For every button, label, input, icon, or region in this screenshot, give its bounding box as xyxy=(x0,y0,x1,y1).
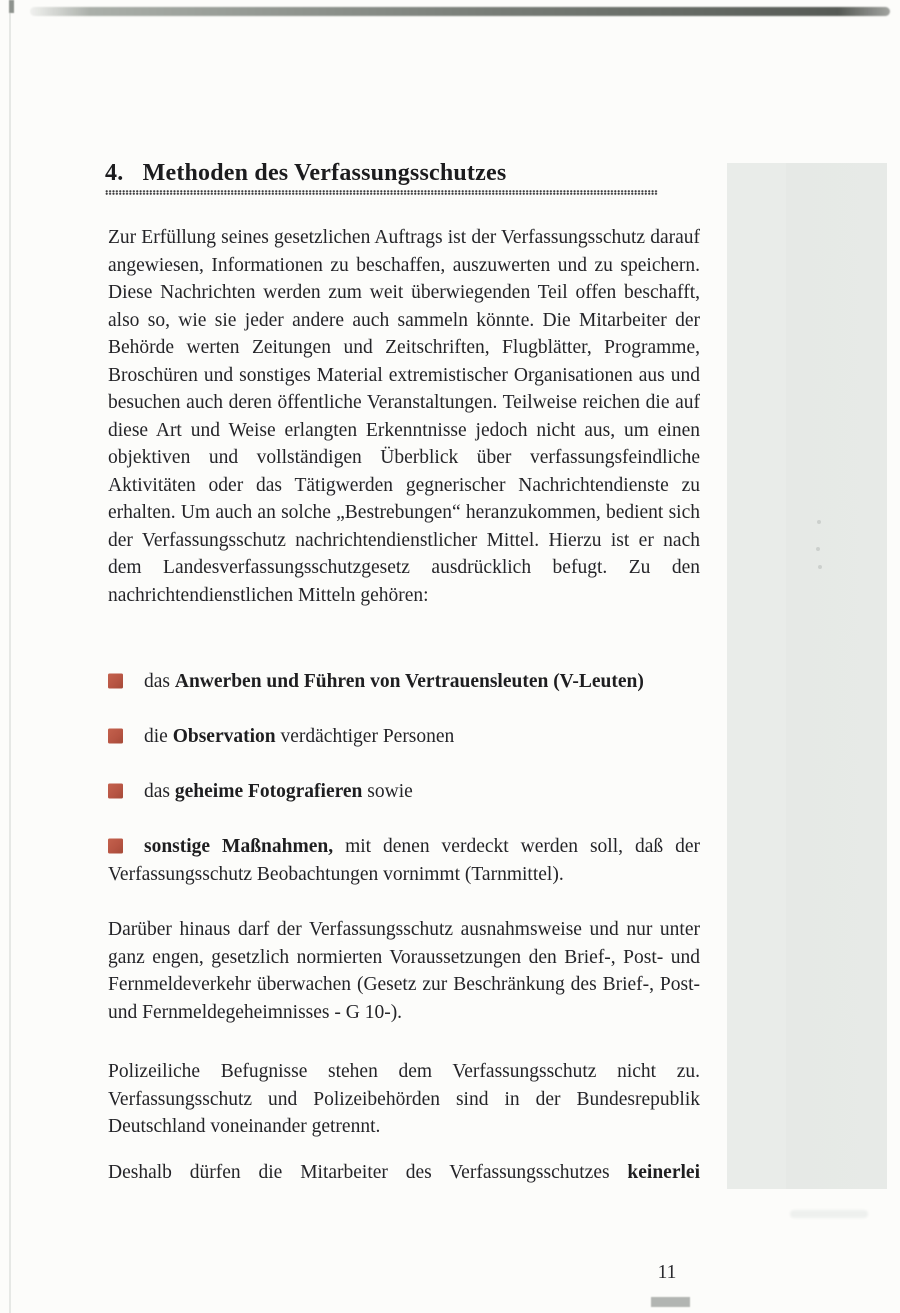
scan-noise-dot xyxy=(817,520,821,524)
square-bullet-icon xyxy=(108,784,123,799)
list-item-bold-text: sonstige Maßnahmen, xyxy=(144,836,334,857)
list-item-suffix: mit denen verdeckt werden soll, daß der Verfassungsschutz Beobachtungen vornimmt (Tarnmittel). xyxy=(108,836,700,885)
section-title-text: Methoden des Verfassungsschutzes xyxy=(142,160,507,186)
list-item-suffix: sowie xyxy=(362,781,413,802)
scan-left-edge-shadow xyxy=(9,13,11,1313)
paragraph-deshalb xyxy=(108,1159,700,1187)
scan-smudge xyxy=(790,1210,868,1218)
paragraph-g10: Darüber hinaus darf der Verfassungsschutz ausnahmsweise und nur unter ganz engen, gesetzlich normierten Voraussetzungen den Brief-, Post- und Fernmeldeverkehr überwachen (Gesetz zur Beschränkung des Brief-, Post- und Fernmeldegeheimnisses - G 10-). xyxy=(108,919,700,1023)
list-item-bold-text: Anwerben und Führen von Vertrauensleuten (V-Leuten) xyxy=(174,671,644,692)
square-bullet-icon xyxy=(108,674,123,689)
list-item-prefix: das xyxy=(144,781,175,802)
list-item-prefix: die xyxy=(144,726,173,747)
list-item xyxy=(108,668,700,696)
paragraph-deshalb-bold: keinerlei xyxy=(627,1162,700,1183)
section-heading xyxy=(105,158,697,188)
section-number: 4. xyxy=(105,160,124,186)
list-item-bold-text: geheime Fotografieren xyxy=(174,781,363,802)
page-number: 11 xyxy=(657,1262,677,1283)
heading-dotted-rule xyxy=(105,190,658,195)
list-item xyxy=(108,778,700,806)
list-item-prefix: das xyxy=(144,671,175,692)
list-item xyxy=(108,833,700,888)
paragraph-intro: Zur Erfüllung seines gesetzlichen Auftrags ist der Verfassungsschutz darauf angewiesen, Informationen zu beschaffen, auszuwerten und zu speichern. Diese Nachrichten werden zum weit überwiegenden Teil offen beschafft, also so, wie sie jeder andere auch sammeln könnte. Die Mitarbeiter der Behörde werten Zeitungen und Zeitschriften, Flugblätter, Programme, Broschüren und sonstiges Material extremistischer Organisationen aus und besuchen auch deren öffentliche Veranstaltungen. Teilweise reichen die auf diese Art und Weise erlangten Erkenntnisse jedoch nicht aus, um einen objektiven und vollständigen Überblick über verfassungsfeindliche Aktivitäten oder das Tätigwerden gegnerischer Nachrichtendienste zu erhalten. Um auch an solche „Bestrebungen“ heranzukommen, bedient sich der Verfassungsschutz nachrichtendienstlicher Mittel. Hierzu ist er nach dem Landesverfassungsschutzgesetz ausdrücklich befugt. Zu den nachrichtendienstlichen Mitteln gehören: xyxy=(108,227,700,606)
square-bullet-icon xyxy=(108,729,123,744)
paragraph-deshalb-text: Deshalb dürfen die Mitarbeiter des Verfassungsschutzes xyxy=(108,1162,628,1183)
list-item-suffix: verdächtiger Personen xyxy=(275,726,455,747)
list-item xyxy=(108,723,700,751)
scan-top-edge-bar xyxy=(30,7,890,16)
scan-edge-tick xyxy=(9,0,14,13)
methods-list xyxy=(108,668,700,888)
heading-block xyxy=(105,158,697,195)
paragraph-police-powers: Polizeiliche Befugnisse stehen dem Verfassungsschutz nicht zu. Verfassungsschutz und Polizeibehörden sind in der Bundesrepublik Deutschland voneinander getrennt. xyxy=(108,1061,700,1137)
square-bullet-icon xyxy=(108,839,123,854)
scan-bottom-bar xyxy=(651,1297,690,1307)
scan-noise-dot xyxy=(816,547,820,551)
scan-noise-dot xyxy=(818,565,822,569)
margin-gray-strip xyxy=(727,163,887,1189)
list-item-bold-text: Observation xyxy=(172,726,276,747)
